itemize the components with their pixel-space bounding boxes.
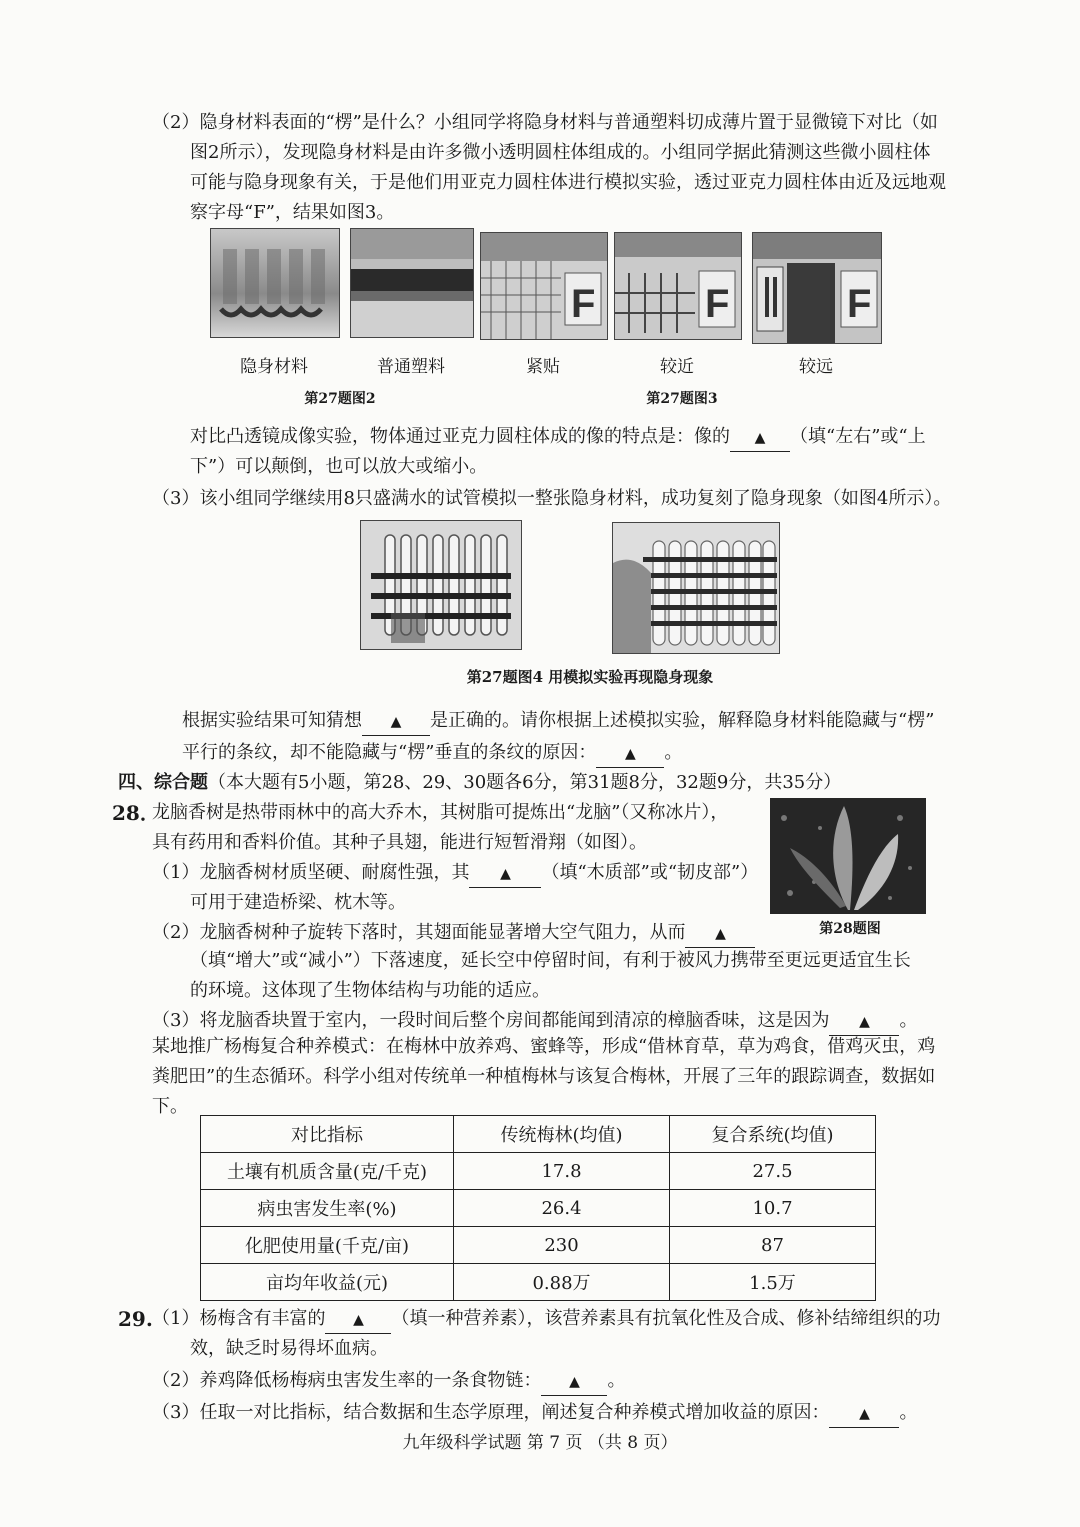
q28-s1-text-b: （填“木质部”或“韧皮部”）	[541, 862, 759, 883]
q27-compare-line1	[190, 424, 926, 452]
answer-blank-9[interactable]	[829, 1400, 899, 1428]
blank-mark: ▲	[353, 1312, 364, 1328]
answer-blank-5[interactable]	[685, 920, 755, 948]
compare-text-a: 对比凸透镜成像实验，物体通过亚克力圆柱体成的像的特点是：像的	[190, 426, 730, 447]
section4-title: 四、综合题	[118, 772, 208, 793]
table-cell: 230	[454, 1227, 670, 1264]
table-cell: 10.7	[670, 1190, 876, 1227]
page-footer: 九年级科学试题 第 7 页 （共 8 页）	[402, 1433, 678, 1453]
passage-line1: 某地推广杨梅复合种养模式：在梅林中放养鸡、蜜蜂等，形成“借林育草，草为鸡食，借鸡灭虫，鸡	[152, 1036, 936, 1057]
photo-seed-wing	[770, 798, 926, 914]
fig2-caption: 第27题图2	[304, 391, 376, 407]
caption-stealth-material: 隐身材料	[240, 357, 308, 377]
photo-near	[614, 232, 742, 340]
blank-mark: ▲	[754, 430, 766, 446]
letter-f-1: F	[571, 282, 596, 326]
table-cell: 亩均年收益(元)	[201, 1264, 454, 1301]
caption-close: 紧贴	[526, 357, 560, 377]
q28-number: 28．	[112, 801, 160, 825]
table-row	[201, 1153, 876, 1190]
q27-p2-line1: （2）隐身材料表面的“楞”是什么？小组同学将隐身材料与普通塑料切成薄片置于显微镜下对比（如	[152, 112, 938, 133]
q28-s3-text: （3）将龙脑香块置于室内，一段时间后整个房间都能闻到清凉的樟脑香味，这是因为	[152, 1010, 830, 1031]
table-header: 复合系统(均值)	[670, 1116, 876, 1153]
q28-intro1: 龙脑香树是热带雨林中的高大乔木，其树脂可提炼出“龙脑”（又称冰片），	[152, 802, 729, 823]
photo-plain-plastic	[350, 228, 474, 338]
blank-mark: ▲	[569, 1374, 580, 1390]
q27-conclusion-line2	[182, 740, 682, 768]
letter-f-3: F	[847, 282, 872, 326]
answer-blank-8[interactable]	[541, 1368, 607, 1396]
answer-blank-1[interactable]	[730, 424, 790, 452]
table-header: 传统梅林(均值)	[454, 1116, 670, 1153]
answer-blank-6[interactable]	[829, 1008, 899, 1036]
table-cell: 27.5	[670, 1153, 876, 1190]
letter-f-2: F	[705, 282, 730, 326]
table-cell: 病虫害发生率(%)	[201, 1190, 454, 1227]
table-row	[201, 1264, 876, 1301]
table-cell: 化肥使用量(千克/亩)	[201, 1227, 454, 1264]
caption-near: 较近	[660, 357, 694, 377]
q28-s2-text-a: （2）龙脑香树种子旋转下落时，其翅面能显著增大空气阻力，从而	[152, 922, 686, 943]
blank-mark: ▲	[625, 746, 636, 762]
table-row	[201, 1227, 876, 1264]
table-cell: 1.5万	[670, 1264, 876, 1301]
q29-s3-text: （3）任取一对比指标，结合数据和生态学原理，阐述复合种养模式增加收益的原因：	[152, 1402, 830, 1423]
photo-test-tubes-1	[360, 520, 522, 650]
table-cell: 土壤有机质含量(克/千克)	[201, 1153, 454, 1190]
photo-stealth-material	[210, 228, 340, 338]
q27-conclusion-line1	[182, 708, 934, 736]
compare-text-b: （填“左右”或“上	[790, 426, 926, 447]
caption-far: 较远	[799, 357, 833, 377]
blank-mark: ▲	[715, 926, 726, 942]
q29-s1-text-a: （1）杨梅含有丰富的	[152, 1308, 326, 1329]
section4-heading	[118, 770, 841, 796]
q29-s3	[152, 1400, 917, 1428]
answer-blank-3[interactable]	[596, 740, 664, 768]
caption-plain-plastic: 普通塑料	[377, 357, 445, 377]
q28-s1-line1	[152, 860, 758, 888]
answer-blank-4[interactable]	[469, 860, 541, 888]
photo-test-tubes-2	[612, 522, 780, 654]
conclusion-text-b: 是正确的。请你根据上述模拟实验，解释隐身材料能隐藏与“楞”	[430, 710, 935, 731]
conclusion-text-a: 根据实验结果可知猜想	[182, 710, 362, 731]
answer-blank-7[interactable]	[325, 1306, 391, 1334]
table-row	[201, 1190, 876, 1227]
table-cell: 26.4	[454, 1190, 670, 1227]
q27-p3: （3）该小组同学继续用8只盛满水的试管模拟一整张隐身材料，成功复刻了隐身现象（如图4所示）。	[152, 488, 952, 509]
q27-p2-line2: 图2所示），发现隐身材料是由许多微小透明圆柱体组成的。小组同学据此猜测这些微小圆柱体	[190, 142, 931, 163]
q29-s1-line1	[152, 1306, 940, 1334]
answer-blank-2[interactable]	[362, 708, 430, 736]
q27-p2-line4: 察字母“F”，结果如图3。	[190, 202, 395, 223]
table-header-row	[201, 1116, 876, 1153]
table-header: 对比指标	[201, 1116, 454, 1153]
passage-line2: 粪肥田”的生态循环。科学小组对传统单一种植梅林与该复合梅林，开展了三年的跟踪调查，数据如	[152, 1066, 936, 1087]
q29-s2	[152, 1368, 625, 1396]
blank-mark: ▲	[859, 1406, 870, 1422]
section4-desc: （本大题有5小题，第28、29、30题各6分，第31题8分，32题9分，共35分）	[208, 772, 842, 793]
blank-mark: ▲	[390, 714, 402, 730]
q28-s2-line2: （填“增大”或“减小”）下落速度，延长空中停留时间，有利于被风力携带至更远更适宜生长	[190, 950, 911, 971]
q28-intro2: 具有药用和香料价值。其种子具翅，能进行短暂滑翔（如图）。	[152, 832, 647, 853]
table-cell: 87	[670, 1227, 876, 1264]
q28-s2-line1	[152, 920, 755, 948]
q29-s2-text: （2）养鸡降低杨梅病虫害发生率的一条食物链：	[152, 1370, 542, 1391]
photo-far	[752, 232, 882, 344]
blank-mark: ▲	[500, 866, 511, 882]
photo-close-contact	[480, 232, 608, 340]
fig3-caption: 第27题图3	[646, 391, 718, 407]
q29-number: 29.	[118, 1307, 153, 1331]
table-cell: 0.88万	[454, 1264, 670, 1301]
data-table	[200, 1115, 876, 1301]
table-cell: 17.8	[454, 1153, 670, 1190]
q29-s2-end: 。	[607, 1370, 626, 1391]
passage-line3: 下。	[152, 1096, 188, 1117]
q27-compare-line2: 下”）可以颠倒，也可以放大或缩小。	[190, 456, 488, 477]
q28-s1-text-a: （1）龙脑香树材质坚硬、耐腐性强，其	[152, 862, 470, 883]
q29-s1-text-b: （填一种营养素），该营养素具有抗氧化性及合成、修补结缔组织的功	[391, 1308, 941, 1329]
conclusion-end: 。	[664, 742, 683, 763]
q28-s3	[152, 1008, 917, 1036]
q29-s1-line2: 效，缺乏时易得坏血病。	[190, 1338, 388, 1359]
fig28-caption: 第28题图	[819, 921, 881, 937]
conclusion-text-c: 平行的条纹，却不能隐藏与“楞”垂直的条纹的原因：	[182, 742, 597, 763]
q28-s1-line2: 可用于建造桥梁、枕木等。	[190, 892, 406, 913]
q27-p2-line3: 可能与隐身现象有关，于是他们用亚克力圆柱体进行模拟实验，透过亚克力圆柱体由近及远地观	[190, 172, 946, 193]
blank-mark: ▲	[859, 1014, 870, 1030]
fig4-caption: 第27题图4 用模拟实验再现隐身现象	[466, 668, 714, 686]
q29-s3-end: 。	[899, 1402, 918, 1423]
q28-s2-line3: 的环境。这体现了生物体结构与功能的适应。	[190, 980, 550, 1001]
q28-s3-end: 。	[899, 1010, 918, 1031]
